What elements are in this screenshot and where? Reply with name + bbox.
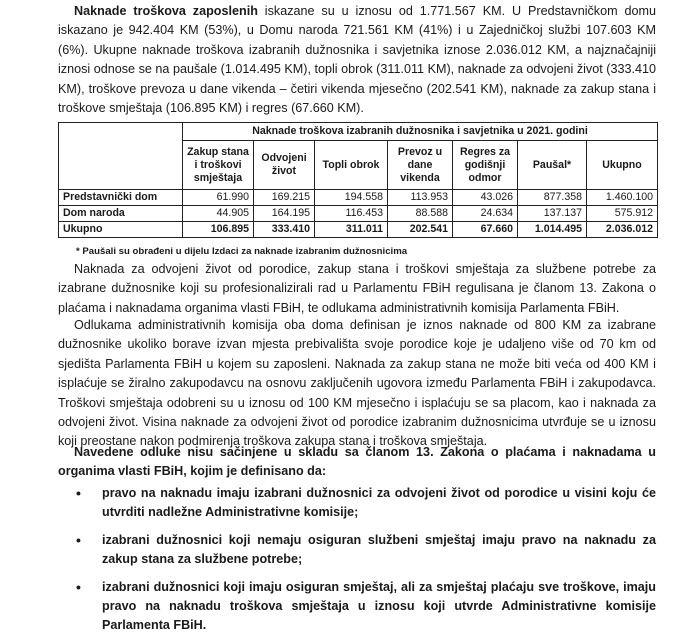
list-item (58, 484, 656, 523)
costs-table (58, 122, 658, 238)
table-row (59, 206, 658, 222)
row-label: Dom naroda (59, 206, 183, 222)
bullet-list (58, 484, 656, 644)
table-corner (59, 123, 183, 190)
cell: 88.588 (388, 206, 453, 222)
cell: 169.215 (254, 190, 315, 206)
cell: 116.453 (315, 206, 388, 222)
cell: 311.011 (315, 222, 388, 238)
table-footnote: * Paušali su obrađeni u dijelu Izdaci za naknade izabranim dužnosnicima (76, 246, 408, 257)
paragraph-commission-decisions: Odlukama administrativnih komisija oba doma definisan je iznos naknade od 800 KM za izabrane dužnosnike ukoliko borave izvan mjesta prebivališta svoje porodice koje je udaljeno više od 70 km od sjedišta Parlamenta FBiH u kojem su zaposleni. Naknada za zakup stana ne može biti veća od 400 KM i isplaćuje se žiralno zakupodavcu na osnovu zaključenih ugovora između Parlamenta FBiH i zakupodavca. Troškovi smještaja odobreni su u iznosu od 100 KM mjesečno i isplaćuju se sa placom, kao i naknada za odvojeni život. Visina naknade za odvojeni život od porodice izabranim dužnosnicima utvrđuje se u iznosu koji preostane nakon podmirenja troškova zakupa stana i troškova smještaja. (58, 318, 656, 449)
paragraph-employee-costs (58, 2, 656, 118)
cell: 1.014.495 (518, 222, 587, 238)
list-item (58, 578, 656, 636)
row-label: Ukupno (59, 222, 183, 238)
bullet-icon: • (76, 531, 81, 548)
paragraph-regulation: Naknada za odvojeni život od porodice, zakup stana i troškovi smještaja za službene potrebe za izabrane dužnosnike koji su profesionalizirali rad u Parlamentu FBiH regulisana je članom 13. Zakona o plaćama i naknadama organima vlasti FBiH, te odlukama administrativnih komisija Parlamenta FBiH. (58, 262, 656, 315)
col-header-odvojeni: Odvojeni život (254, 141, 315, 190)
list-item-text: izabrani dužnosnici koji nemaju osiguran službeni smještaj imaju pravo na naknadu za zakup stana za službene potrebe; (102, 532, 656, 567)
col-header-prevoz: Prevoz u dane vikenda (388, 141, 453, 190)
col-header-topli-obrok: Topli obrok (315, 141, 388, 190)
cell: 1.460.100 (587, 190, 658, 206)
col-header-zakup: Zakup stana i troškovi smještaja (183, 141, 254, 190)
paragraph-finding: Navedene odluke nisu sačinjene u skladu sa članom 13. Zakona o plaćama i naknadama u organima vlasti FBiH, kojim je definisano da: (58, 445, 656, 479)
cell: 137.137 (518, 206, 587, 222)
cell: 333.410 (254, 222, 315, 238)
table-row (59, 190, 658, 206)
col-header-regres: Regres za godišnji odmor (453, 141, 518, 190)
cell: 43.026 (453, 190, 518, 206)
cell: 164.195 (254, 206, 315, 222)
cell: 575.912 (587, 206, 658, 222)
cell: 106.895 (183, 222, 254, 238)
table-title: Naknade troškova izabranih dužnosnika i savjetnika u 2021. godini (183, 123, 658, 141)
cell: 61.990 (183, 190, 254, 206)
cell: 113.953 (388, 190, 453, 206)
paragraph-text: iskazane su u iznosu od 1.771.567 KM. U Predstavničkom domu iskazano je 942.404 KM (53%), u Domu naroda 721.561 KM (41%) i u Zajedničkoj službi 107.603 KM (6%). Ukupne naknade troškova izabranih dužnosnika i savjetnika iznose 2.036.012 KM, a najznačajniji iznosi odnose se na paušale (1.014.495 KM), topli obrok (311.011 KM), naknade za odvojeni život (333.410 KM), troškove prevoza u dane vikenda – četiri vikenda mjesečno (202.541 KM), naknade za zakup stana i troškove smještaja (106.895 KM) i regres (67.660 KM). (58, 4, 656, 116)
cell: 877.358 (518, 190, 587, 206)
cell: 2.036.012 (587, 222, 658, 238)
col-header-pausal: Paušal* (518, 141, 587, 190)
cell: 202.541 (388, 222, 453, 238)
table-row-total (59, 222, 658, 238)
list-item (58, 531, 656, 570)
col-header-ukupno: Ukupno (587, 141, 658, 190)
cell: 24.634 (453, 206, 518, 222)
list-item-text: izabrani dužnosnici koji imaju osiguran smještaj, ali za smještaj plaćaju sve troškove, imaju pravo na naknadu troškova smještaja u iznosu koji utvrde Administrativne komisije Parlamenta FBiH. (102, 579, 656, 633)
cell: 194.558 (315, 190, 388, 206)
paragraph-bold-lead: Naknade troškova zaposlenih (74, 4, 258, 18)
row-label: Predstavnički dom (59, 190, 183, 206)
bullet-icon: • (76, 485, 81, 501)
cell: 44.905 (183, 206, 254, 222)
bullet-icon: • (76, 578, 81, 595)
cell: 67.660 (453, 222, 518, 238)
list-item-text: pravo na naknadu imaju izabrani dužnosnici za odvojeni život od porodice u visini koju će utvrditi nadležne Administrativne komisije; (102, 486, 656, 520)
